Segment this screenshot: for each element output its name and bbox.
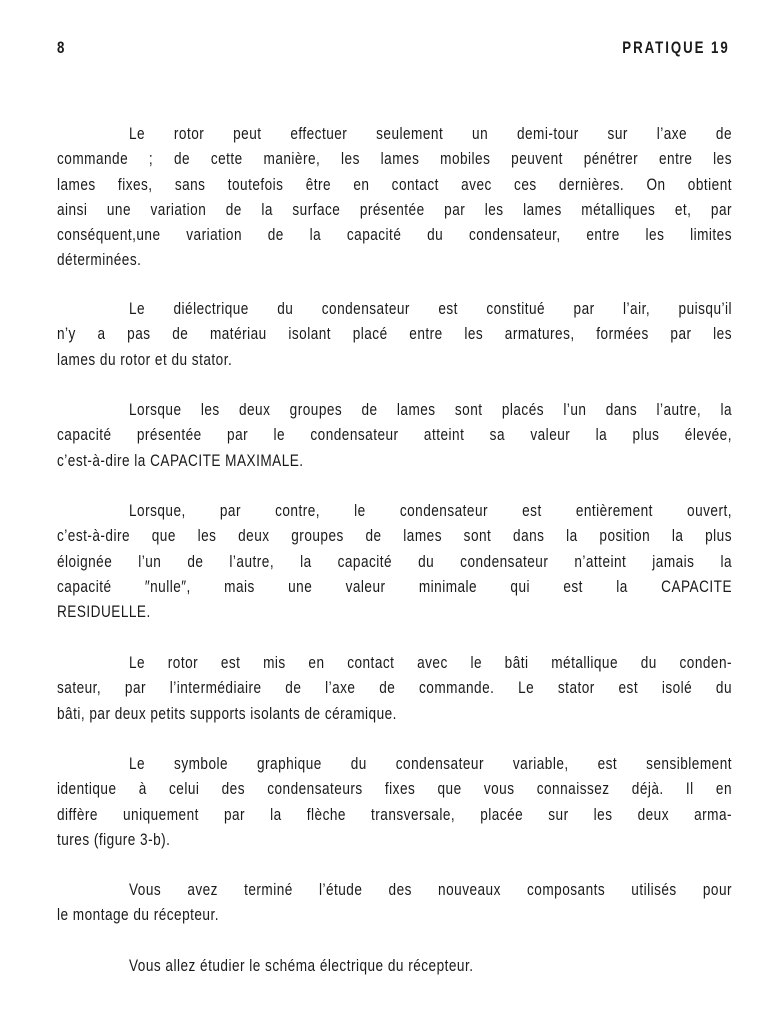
paragraph-dielectric [57,296,732,372]
text-line: Le rotor peut effectuer seulement un demi-tour sur l’axe de [129,124,732,143]
paragraph-max-capacity [57,397,732,473]
text-line: bâti, par deux petits supports isolants de céramique. [57,703,397,723]
text-line: capacité présentée par le condensateur atteint sa valeur la plus élevée, [57,425,732,445]
text-line: le montage du récepteur. [57,905,219,925]
text-line: ainsi une variation de la surface présentée par les lames métalliques et, par [57,199,732,219]
text-line: Le rotor est mis en contact avec le bâti métallique du conden- [129,653,732,672]
text-line: c’est-à-dire la CAPACITE MAXIMALE. [57,450,304,470]
text-line: Le symbole graphique du condensateur variable, est sensiblement [129,754,732,773]
text-line: éloignée l’un de l’autre, la capacité du condensateur n’atteint jamais la [57,551,732,571]
text-line: tures (figure 3-b). [57,829,171,849]
text-line: Le diélectrique du condensateur est constitué par l’air, puisqu’il [129,299,732,318]
text-line: lames fixes, sans toutefois être en contact avec ces dernières. On obtient [57,174,732,194]
paragraph-graphic-symbol [57,751,732,852]
paragraph-residual-capacity [57,498,732,624]
text-line: lames du rotor et du stator. [57,349,233,369]
paragraph-rotor-contact [57,650,732,726]
text-line: capacité ″nulle″, mais une valeur minimale qui est la CAPACITE [57,576,732,596]
text-line: RESIDUELLE. [57,602,151,622]
text-line: diffère uniquement par la flèche transversale, placée sur les deux arma- [57,804,732,824]
text-line: commande ; de cette manière, les lames mobiles peuvent pénétrer entre les [57,149,732,169]
text-line: Lorsque les deux groupes de lames sont placés l’un dans l’autre, la [129,400,732,419]
text-line: sateur, par l’intermédiaire de l’axe de commande. Le stator est isolé du [57,678,732,698]
text-line: n’y a pas de matériau isolant placé entre les armatures, formées par les [57,324,732,344]
text-line: c’est-à-dire que les deux groupes de lames sont dans la position la plus [57,526,732,546]
paragraph-study-completed [57,877,732,928]
text-line: identique à celui des condensateurs fixes que vous connaissez déjà. Il en [57,779,732,799]
text-line: Vous allez étudier le schéma électrique du récepteur. [129,956,474,975]
text-line: Vous avez terminé l’étude des nouveaux composants utilisés pour [129,880,732,899]
text-line: conséquent,une variation de la capacité du condensateur, entre les limites [57,225,732,245]
paragraph-rotor-half-turn [57,121,732,273]
text-line: Lorsque, par contre, le condensateur est entièrement ouvert, [129,501,732,520]
page-number: 8 [57,38,66,57]
running-header: PRATIQUE 19 [622,38,730,57]
text-line: déterminées. [57,250,142,270]
paragraph-next-study [57,953,732,978]
